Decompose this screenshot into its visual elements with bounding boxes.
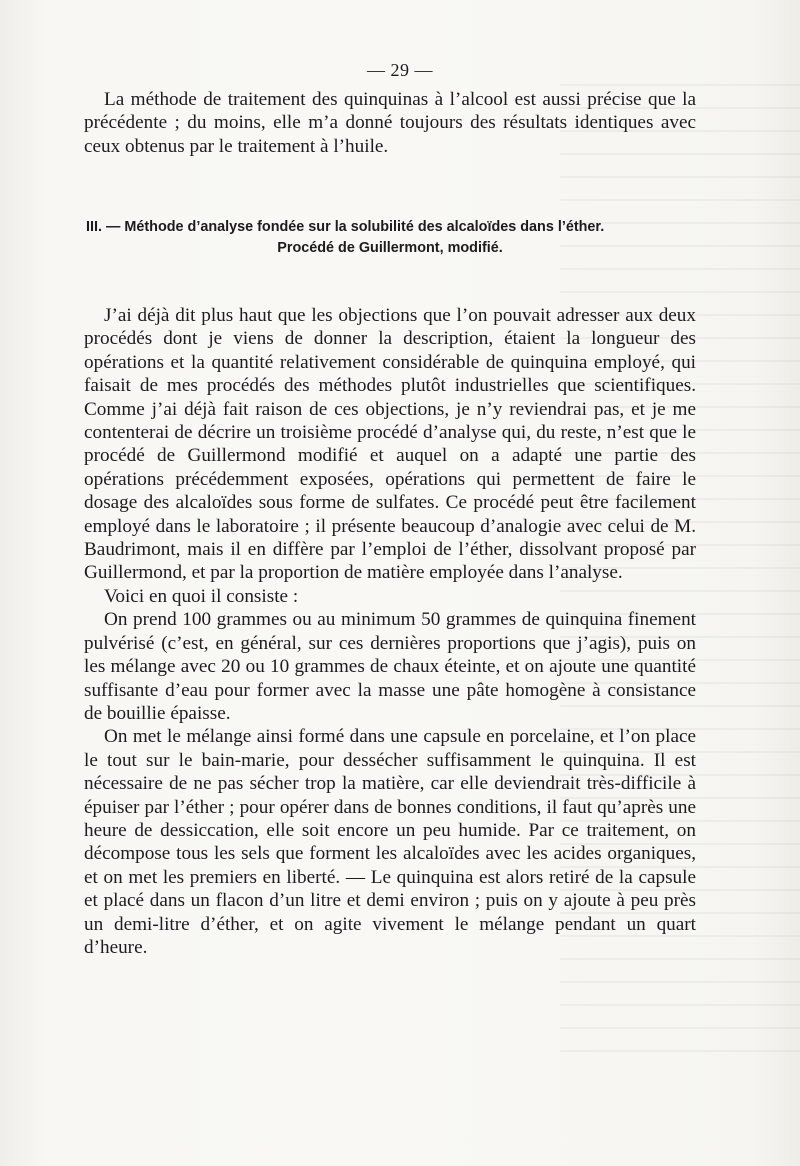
page-number: — 29 —: [367, 60, 433, 80]
body-paragraph-2: Voici en quoi il consiste :: [104, 585, 299, 607]
body-paragraph-4: On met le mélange ainsi formé dans une capsule en porcelaine, et l’on place le tout sur le bain-marie, pour dessécher suffisamment le quinquina. Il est nécessaire de ne pas sécher trop la matière, car elle deviendrait très-difficile à épuiser par l’éther ; pour opérer dans de bonnes conditions, il faut qu’après une heure de dessiccation, elle soit encore un peu humide. Par ce traitement, on décompose tous les sels que forment les alcaloïdes avec les acides organiques, et on met les premiers en liberté. — Le quinquina est alors retiré de la capsule et placé dans un flacon d’un litre et demi environ ; puis on y ajoute à peu près un demi-litre d’éther, et on agite vivement le mélange pendant un quart d’heure.: [84, 726, 696, 958]
intro-text: [84, 88, 696, 158]
body-paragraph-1: J’ai déjà dit plus haut que les objections que l’on pouvait adresser aux deux procédés dont je viens de donner la description, étaient la longueur des opérations et la quantité relativement considérable de quinquina employé, qui faisait de mes procédés des méthodes plutôt industrielles que scientifiques. Comme j’ai déjà fait raison de ces objections, je n’y reviendrai pas, et je me contenterai de décrire un troisième procédé d’analyse qui, du reste, n’est que le procédé de Guillermond modifié et auquel on a adapté une partie des opérations précédemment exposées, opérations qui permettent de faire le dosage des alcaloïdes sous forme de sulfates. Ce procédé peut être facilement employé dans le laboratoire ; il présente beaucoup d’analogie avec celui de M. Baudrimont, mais il en diffère par l’emploi de l’éther, dissolvant proposé par Guillermond, et par la proportion de matière employée dans l’analyse.: [84, 305, 696, 584]
intro-paragraph: La méthode de traitement des quinquinas à l’alcool est aussi précise que la précédente ; du moins, elle m’a donné toujours des résultats identiques avec ceux obtenus par le traitement à l’huile.: [84, 89, 696, 157]
body-paragraph-3: On prend 100 grammes ou au minimum 50 grammes de quinquina finement pulvérisé (c’est, en général, sur ces dernières proportions que j’agis), puis on les mélange avec 20 ou 10 grammes de chaux éteinte, et on ajoute une quantité suffisante d’eau pour former avec la masse une pâte homogène à consistance de bouillie épaisse.: [84, 609, 696, 724]
body-text: [84, 304, 696, 959]
section-heading-title: III. — Méthode d’analyse fondée sur la solubilité des alcaloïdes dans l’éther.: [86, 219, 605, 235]
section-heading-subtitle: Procédé de Guillermont, modifié.: [277, 240, 503, 256]
section-heading: [84, 217, 696, 259]
